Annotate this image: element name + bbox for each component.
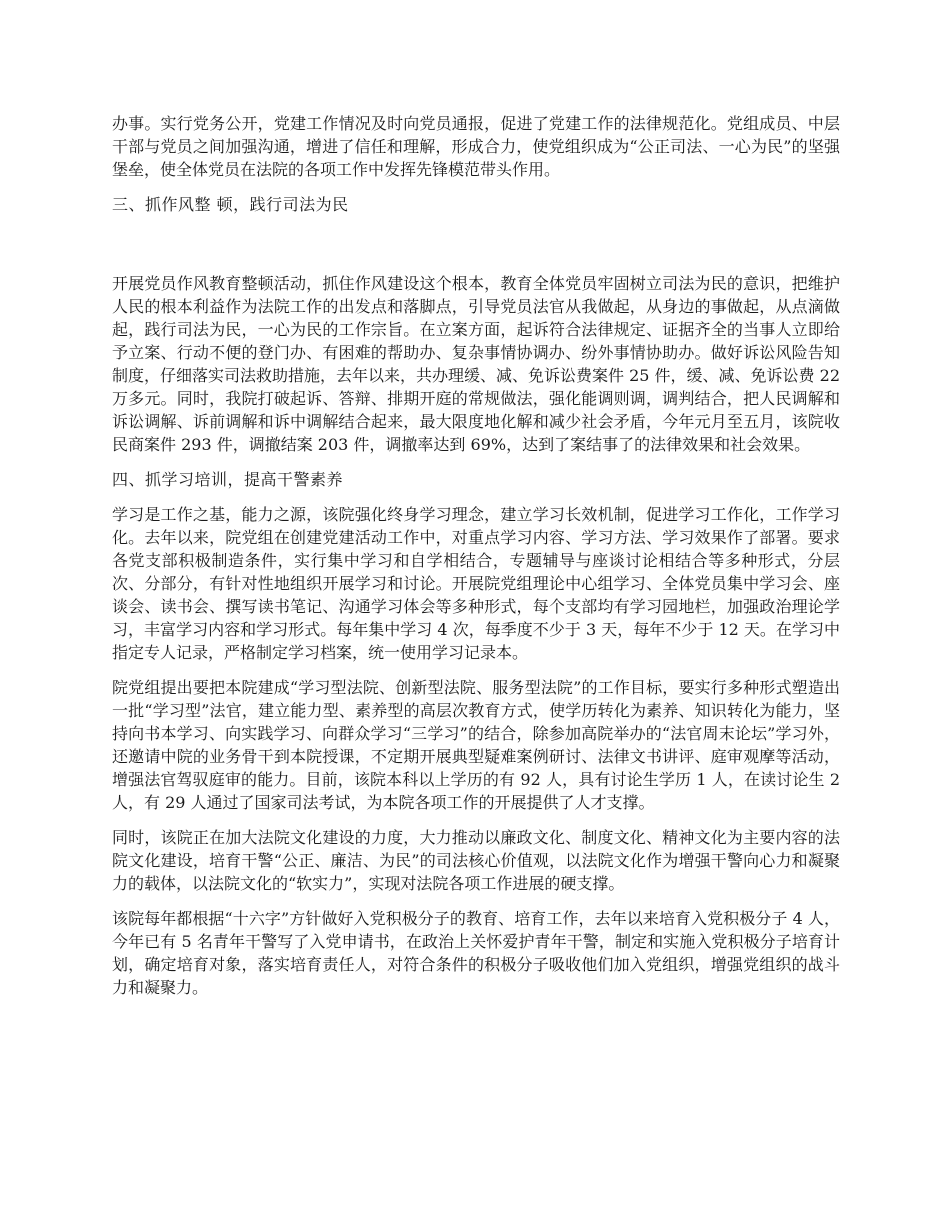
paragraph-study-mechanism: 学习是工作之基，能力之源，该院强化终身学习理念，建立学习长效机制，促进学习工作化，工作学习化。去年以来，院党组在创建党建活动工作中，对重点学习内容、学习方法、学习效果作了部署。要求各党支部积极制造条件，实行集中学习和自学相结合，专题辅导与座谈讨论相结合等多种形式，分层次、分部分，有针对性地组织开展学习和讨论。开展院党组理论中心组学习、全体党员集中学习会、座谈会、读书会、撰写读书笔记、沟通学习体会等多种形式，每个支部均有学习园地栏，加强政治理论学习，丰富学习内容和学习形式。每年集中学习 4 次，每季度不少于 3 天，每年不少于 12 天。在学习中指定专人记录，严格制定学习档案，统一使用学习记录本。 — [112, 505, 840, 662]
document-body — [112, 112, 840, 999]
section-heading-4: 四、抓学习培训，提高干警素养 — [112, 470, 344, 489]
paragraph-party-affairs: 办事。实行党务公开，党建工作情况及时向党员通报，促进了党建工作的法律规范化。党组成员、中层干部与党员之间加强沟通，增进了信任和理解，形成合力，使党组织成为“公正司法、一心为民”的坚强堡垒，使全体党员在法院的各项工作中发挥先锋模范带头作用。 — [112, 114, 840, 179]
paragraph-work-style: 开展党员作风教育整顿活动，抓住作风建设这个根本，教育全体党员牢固树立司法为民的意识，把维护人民的根本利益作为法院工作的出发点和落脚点，引导党员法官从我做起，从身边的事做起，从点滴做起，践行司法为民，一心为民的工作宗旨。在立案方面，起诉符合法律规定、证据齐全的当事人立即给予立案、行动不便的登门办、有困难的帮助办、复杂事情协调办、纷外事情协助办。做好诉讼风险告知制度，仔细落实司法救助措施，去年以来，共办理缓、减、免诉讼费案件 25 件，缓、减、免诉讼费 22 万多元。同时，我院打破起诉、答辩、排期开庭的常规做法，强化能调则调，调判结合，把人民调解和诉讼调解、诉前调解和诉中调解结合起来，最大限度地化解和减少社会矛盾，今年元月至五月，该院收民商案件 293 件，调撤结案 203 件，调撤率达到 69%，达到了案结事了的法律效果和社会效果。 — [112, 274, 840, 454]
paragraph-court-culture: 同时，该院正在加大法院文化建设的力度，大力推动以廉政文化、制度文化、精神文化为主要内容的法院文化建设，培育干警“公正、廉洁、为民”的司法核心价值观，以法院文化作为增强干警向心力和凝聚力的载体，以法院文化的“软实力”，实现对法院各项工作进展的硬支撑。 — [112, 828, 840, 893]
section-heading-3: 三、抓作风整 顿，践行司法为民 — [112, 195, 349, 214]
paragraph-learning-court: 院党组提出要把本院建成“学习型法院、创新型法院、服务型法院”的工作目标，要实行多种形式塑造出一批“学习型”法官，建立能力型、素养型的高层次教育方式，使学历转化为素养、知识转化为能力，坚持向书本学习、向实践学习、向群众学习“三学习”的结合，除参加高院举办的“法官周末论坛”学习外，还邀请中院的业务骨干到本院授课，不定期开展典型疑难案例研讨、法律文书讲评、庭审观摩等活动，增强法官驾驭庭审的能力。目前，该院本科以上学历的有 92 人，具有讨论生学历 1 人，在读讨论生 2 人，有 29 人通过了国家司法考试，为本院各项工作的开展提供了人才支撑。 — [112, 678, 840, 812]
paragraph-party-activists: 该院每年都根据“十六字”方针做好入党积极分子的教育、培育工作，去年以来培育入党积极分子 4 人，今年已有 5 名青年干警写了入党申请书，在政治上关怀爱护青年干警，制定和实施入党积极分子培育计划，确定培育对象，落实培育责任人，对符合条件的积极分子吸收他们加入党组织，增强党组织的战斗力和凝聚力。 — [112, 909, 840, 997]
